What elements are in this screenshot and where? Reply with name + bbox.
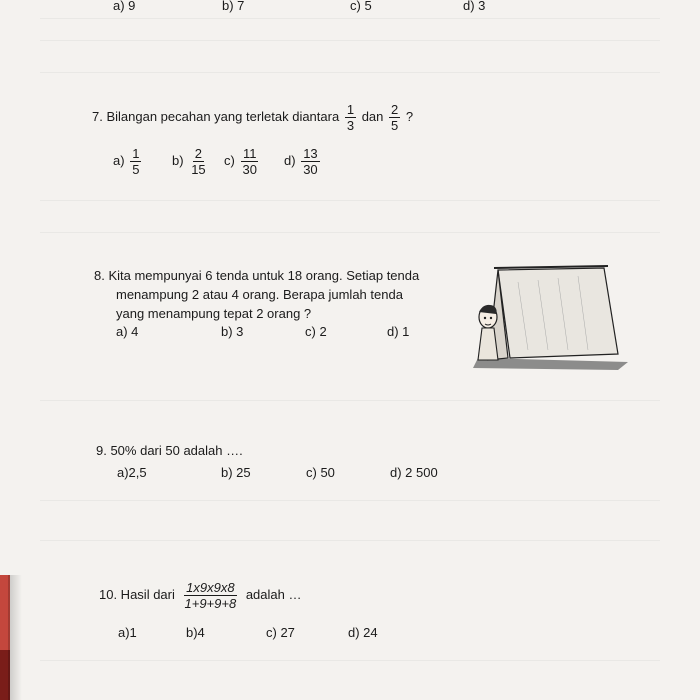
option-b: b) 25 xyxy=(221,465,251,480)
fraction: $\frac{1}{3}$ xyxy=(346,102,355,133)
option-a: a) 4 xyxy=(116,324,139,339)
question-text-line: 8. Kita mempunyai 6 tenda untuk 18 orang. Setiap tenda xyxy=(94,268,420,283)
option-a: a)1 xyxy=(118,625,137,640)
option-c: c) 50 xyxy=(306,465,335,480)
tent-illustration xyxy=(468,262,634,372)
option-c: c) 27 xyxy=(266,625,295,640)
option-b: b) $\frac{2}{15}$ xyxy=(172,146,206,177)
question-9: 9. 50% dari 50 adalah …. xyxy=(96,443,243,458)
option-a: a) 9 xyxy=(113,0,136,13)
question-text: adalah … xyxy=(245,586,302,602)
option-a: a)2,5 xyxy=(117,465,147,480)
question-10 xyxy=(99,580,301,611)
question-number: 7. xyxy=(92,108,103,124)
option-a: a) $\frac{1}{5}$ xyxy=(113,146,140,177)
option-c: c) 2 xyxy=(305,324,327,339)
page-fold-shadow xyxy=(8,575,22,700)
question-text: 10. Hasil dari xyxy=(99,586,175,602)
option-d: d) 24 xyxy=(348,625,378,640)
option-b: b) 3 xyxy=(221,324,244,339)
question-mark: ? xyxy=(405,108,414,124)
connector-text: dan xyxy=(361,108,384,124)
option-c: c) 5 xyxy=(350,0,372,13)
option-b: b) 7 xyxy=(222,0,245,13)
option-d: d) 2 500 xyxy=(390,465,438,480)
option-d: d) 1 xyxy=(387,324,410,339)
option-d: d) $\frac{13}{30}$ xyxy=(284,146,318,177)
fraction: $\frac{2}{5}$ xyxy=(391,102,399,133)
option-c: c) $\frac{11}{30}$ xyxy=(224,146,257,177)
question-text-line: yang menampung tepat 2 orang ? xyxy=(116,306,312,321)
question-8 xyxy=(94,266,454,323)
question-text: Bilangan pecahan yang terletak diantara xyxy=(106,108,340,124)
question-text-line: menampung 2 atau 4 orang. Berapa jumlah tenda xyxy=(116,287,403,302)
option-b: b)4 xyxy=(186,625,205,640)
question-7 xyxy=(92,102,413,133)
option-d: d) 3 xyxy=(463,0,486,13)
expression-fraction: $\frac{1x9x9x8}{1+9+9+8}$ xyxy=(184,580,237,611)
